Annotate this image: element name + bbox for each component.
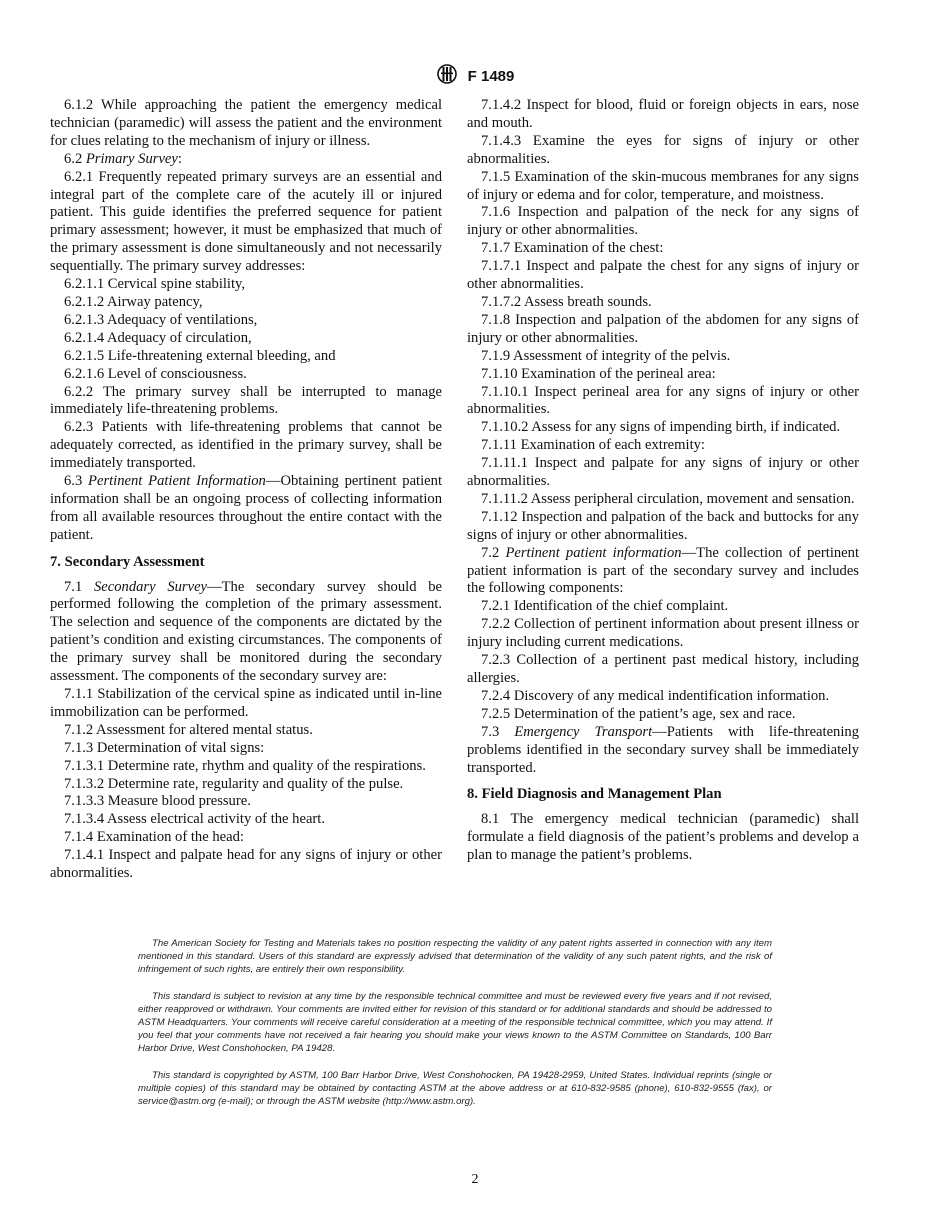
- footnote-paragraph: The American Society for Testing and Materials takes no position respecting the validity of any patent rights asserted in connection with any item mentioned in this standard. Users of this standard are expressly advised that determination of the validity of any such patent rights, and the risk of infringement of such rights, are entirely their own responsibility.: [138, 938, 772, 975]
- paragraph-7-1-3-1: 7.1.3.1 Determine rate, rhythm and quality of the respirations.: [64, 757, 426, 774]
- left-column: [50, 97, 442, 883]
- paragraph-6-2: [50, 151, 442, 169]
- paragraph-7-1-4-3: 7.1.4.3 Examine the eyes for signs of injury or other abnormalities.: [467, 132, 859, 167]
- paragraph-text: :: [177, 150, 182, 167]
- paragraph-7-2: [467, 545, 859, 599]
- paragraph-6-1-2: 6.1.2 While approaching the patient the emergency medical technician (paramedic) will assess the patient and the environment for clues relating to the mechanism of injury or illness.: [50, 97, 442, 149]
- paragraph-6-3: [50, 473, 442, 545]
- section-heading-8: 8. Field Diagnosis and Management Plan: [467, 786, 722, 803]
- paragraph-7-1-4-2: 7.1.4.2 Inspect for blood, fluid or foreign objects in ears, nose and mouth.: [467, 97, 859, 131]
- paragraph-number: 6.2: [64, 150, 86, 167]
- paragraph-title: Primary Survey: [85, 150, 178, 167]
- paragraph-6-2-1-5: 6.2.1.5 Life-threatening external bleeding, and: [64, 347, 336, 364]
- paragraph-7-1-12: 7.1.12 Inspection and palpation of the back and buttocks for any signs of injury or other abnormalities.: [467, 508, 859, 543]
- paragraph-6-2-1-6: 6.2.1.6 Level of consciousness.: [64, 365, 247, 382]
- paragraph-title: Pertinent patient information: [505, 544, 682, 561]
- paragraph-6-2-2: 6.2.2 The primary survey shall be interrupted to manage immediately life-threatening problems.: [50, 383, 442, 418]
- paragraph-7-1-4: 7.1.4 Examination of the head:: [64, 829, 244, 846]
- standard-designation: F 1489: [467, 68, 515, 85]
- paragraph-7-3: [467, 724, 859, 778]
- paragraph-7-1-10-2: 7.1.10.2 Assess for any signs of impending birth, if indicated.: [481, 419, 841, 436]
- paragraph-7-1-7-1: 7.1.7.1 Inspect and palpate the chest for any signs of injury or other abnormalities.: [467, 258, 859, 293]
- paragraph-7-1-5: 7.1.5 Examination of the skin-mucous membranes for any signs of injury or edema and for color, temperature, and moistness.: [467, 168, 859, 203]
- paragraph-text: —The secondary survey should be performed following the completion of the primary assessment. The selection and sequence of the components are dictated by the patient’s condition and existing circumstances. The components of the primary survey shall be monitored during the secondary assessment. The components of the secondary survey are:: [50, 578, 443, 685]
- page-header: [0, 64, 950, 89]
- paragraph-7-1-3-3: 7.1.3.3 Measure blood pressure.: [64, 793, 251, 810]
- paragraph-7-1-3: 7.1.3 Determination of vital signs:: [64, 739, 265, 756]
- paragraph-7-1-7: 7.1.7 Examination of the chest:: [481, 240, 664, 257]
- paragraph-7-2-2: 7.2.2 Collection of pertinent information about present illness or injury including current medications.: [467, 616, 859, 651]
- paragraph-7-1-11-2: 7.1.11.2 Assess peripheral circulation, movement and sensation.: [481, 490, 855, 507]
- paragraph-text: —The collection of pertinent patient information is part of the secondary survey and includes the following components:: [467, 544, 859, 597]
- paragraph-title: Secondary Survey: [93, 578, 208, 595]
- paragraph-7-1-11: 7.1.11 Examination of each extremity:: [481, 437, 705, 454]
- paragraph-7-1-8: 7.1.8 Inspection and palpation of the abdomen for any signs of injury or other abnormalities.: [467, 311, 859, 346]
- paragraph-7-1-9: 7.1.9 Assessment of integrity of the pelvis.: [481, 347, 731, 364]
- paragraph-7-1-6: 7.1.6 Inspection and palpation of the neck for any signs of injury or other abnormalities.: [467, 204, 859, 239]
- paragraph-6-2-1-1: 6.2.1.1 Cervical spine stability,: [64, 276, 246, 293]
- paragraph-title: Emergency Transport: [514, 723, 653, 740]
- paragraph-text: —Obtaining pertinent patient information shall be an ongoing process of collecting information from all available resources throughout the entire contact with the patient.: [50, 473, 442, 543]
- footnote-paragraph: This standard is copyrighted by ASTM, 100 Barr Harbor Drive, West Conshohocken, PA 19428-2959, United States. Individual reprints (single or multiple copies) of this standard may be obtained by contacting ASTM at the above address or at 610-832-9585 (phone), 610-832-9555 (fax), or service@astm.org (e-mail); or through the ASTM website (http://www.astm.org).: [138, 1070, 772, 1107]
- paragraph-7-2-5: 7.2.5 Determination of the patient’s age, sex and race.: [481, 705, 796, 722]
- astm-logo-icon: [436, 64, 458, 89]
- paragraph-6-2-1-2: 6.2.1.2 Airway patency,: [64, 293, 203, 310]
- paragraph-text: —Patients with life-threatening problems identified in the secondary survey shall be immediately transported.: [467, 723, 860, 776]
- paragraph-7-1-4-1: 7.1.4.1 Inspect and palpate head for any signs of injury or other abnormalities.: [50, 847, 442, 882]
- paragraph-8-1: 8.1 The emergency medical technician (paramedic) shall formulate a field diagnosis of the patient’s problems and develop a plan to manage the patient’s problems.: [467, 811, 859, 864]
- paragraph-7-1-10: 7.1.10 Examination of the perineal area:: [481, 365, 716, 382]
- paragraph-7-1-7-2: 7.1.7.2 Assess breath sounds.: [481, 293, 652, 310]
- paragraph-7-1-1: 7.1.1 Stabilization of the cervical spine as indicated until in-line immobilization can be performed.: [50, 686, 442, 720]
- paragraph-7-1-10-1: 7.1.10.1 Inspect perineal area for any signs of injury or other abnormalities.: [467, 383, 859, 418]
- paragraph-number: 7.1: [64, 578, 94, 595]
- paragraph-7-1-2: 7.1.2 Assessment for altered mental status.: [64, 721, 313, 738]
- paragraph-7-2-4: 7.2.4 Discovery of any medical indentification information.: [481, 687, 830, 704]
- paragraph-7-2-3: 7.2.3 Collection of a pertinent past medical history, including allergies.: [467, 652, 859, 686]
- paragraph-7-1: [50, 579, 442, 686]
- paragraph-number: 7.2: [481, 544, 506, 561]
- paragraph-7-1-3-4: 7.1.3.4 Assess electrical activity of the heart.: [64, 811, 325, 828]
- paragraph-6-2-1: 6.2.1 Frequently repeated primary surveys are an essential and integral part of the complete care of the acutely ill or injured patient. This guide identifies the preferred sequence for patient primary assessment; however, it must be emphasized that much of the primary assessment is done simultaneously and not necessarily sequentially. The primary survey addresses:: [50, 168, 442, 275]
- paragraph-7-1-3-2: 7.1.3.2 Determine rate, regularity and quality of the pulse.: [64, 775, 404, 792]
- footnotes: [138, 937, 772, 1122]
- paragraph-6-2-1-4: 6.2.1.4 Adequacy of circulation,: [64, 329, 252, 346]
- page-number: 2: [471, 1172, 479, 1187]
- paragraph-7-2-1: 7.2.1 Identification of the chief complaint.: [481, 598, 729, 615]
- section-heading-7: 7. Secondary Assessment: [50, 553, 205, 570]
- paragraph-number: 6.3: [64, 473, 89, 490]
- paragraph-6-2-1-3: 6.2.1.3 Adequacy of ventilations,: [64, 311, 258, 328]
- footnote-paragraph: This standard is subject to revision at any time by the responsible technical committee and must be reviewed every five years and if not revised, either reapproved or withdrawn. Your comments are invited either for revision of this standard or for additional standards and should be addressed to ASTM Headquarters. Your comments will receive careful consideration at a meeting of the responsible technical committee, which you may attend. If you feel that your comments have not received a fair hearing you should make your views known to the ASTM Committee on Standards, 100 Barr Harbor Drive, West Conshohocken, PA 19428.: [138, 991, 772, 1054]
- paragraph-number: 7.3: [481, 723, 515, 740]
- paragraph-6-2-3: 6.2.3 Patients with life-threatening problems that cannot be adequately corrected, as identified in the primary survey, shall be immediately transported.: [50, 419, 442, 472]
- right-column: [467, 97, 859, 865]
- paragraph-7-1-11-1: 7.1.11.1 Inspect and palpate for any signs of injury or other abnormalities.: [467, 455, 859, 490]
- paragraph-title: Pertinent Patient Information: [88, 473, 266, 490]
